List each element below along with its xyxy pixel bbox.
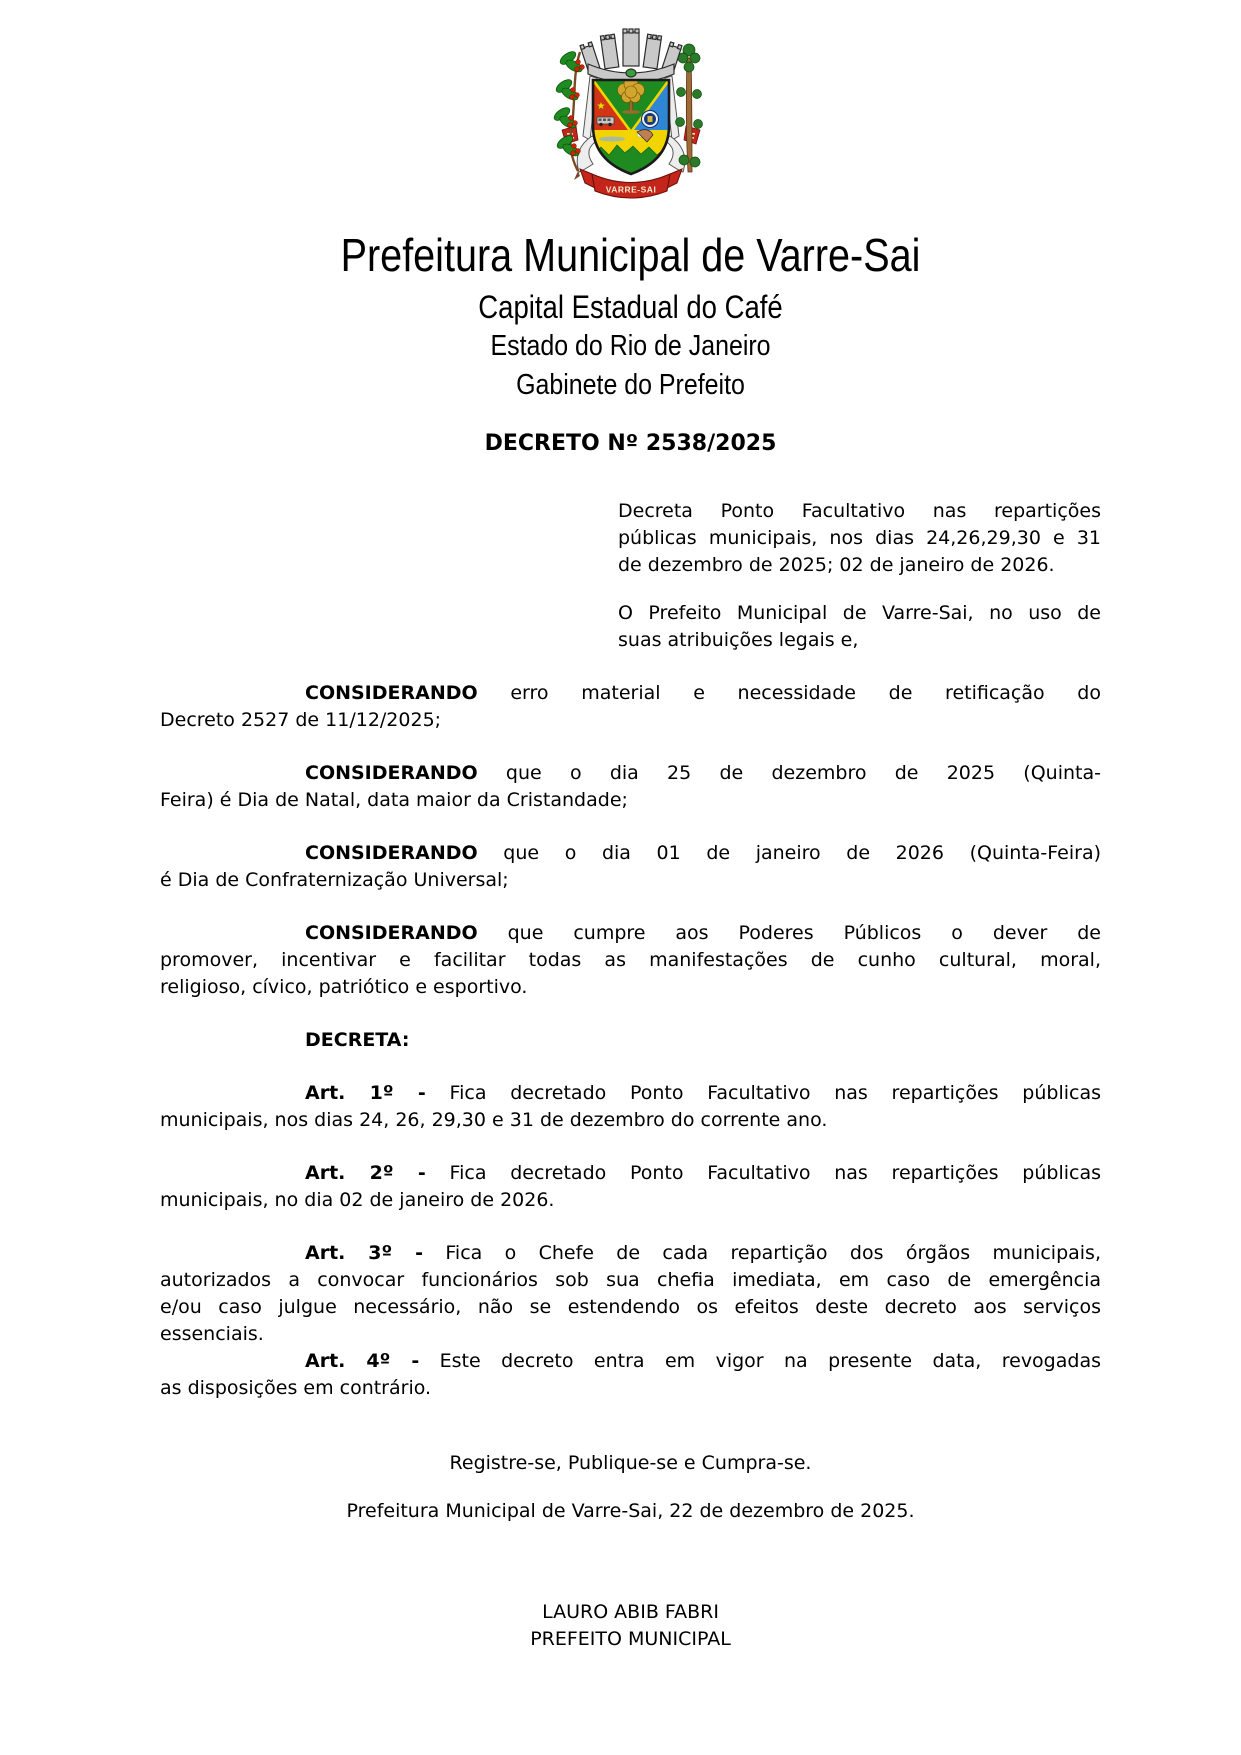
text-line: essenciais.	[160, 1323, 264, 1345]
considerando-paragraph	[160, 760, 1101, 814]
considerando-text: que o dia 01 de janeiro de 2026 (Quinta-Feira)	[503, 842, 1101, 864]
text-line: autorizados a convocar funcionários sob sua chefia imediata, em caso de emergência	[160, 1269, 1101, 1291]
article-number: Art. 2º -	[305, 1162, 426, 1184]
text-line: Decreta Ponto Facultativo nas repartições	[618, 500, 1101, 522]
text-line: religioso, cívico, patriótico e esportivo.	[160, 976, 528, 998]
closing-place-date-line: Prefeitura Municipal de Varre-Sai, 22 de dezembro de 2025.	[346, 1500, 915, 1522]
article-paragraph	[160, 1160, 1101, 1214]
text-line	[160, 1348, 1101, 1375]
text-line: municipais, nos dias 24, 26, 29,30 e 31 de dezembro do corrente ano.	[160, 1109, 828, 1131]
mural-crown-icon	[580, 29, 682, 83]
subtitle-state: Estado do Rio de Janeiro	[490, 330, 771, 363]
text-line: municipais, no dia 02 de janeiro de 2026.	[160, 1189, 555, 1211]
considerando-text: que o dia 25 de dezembro de 2025 (Quinta-	[505, 762, 1101, 784]
coat-of-arms-wrapper	[160, 0, 1101, 224]
text-line	[160, 840, 1101, 867]
decree-body	[160, 430, 1101, 1653]
considerando-paragraph	[160, 680, 1101, 734]
signatory-role: PREFEITO MUNICIPAL	[530, 1628, 731, 1650]
considerando-paragraph	[160, 920, 1101, 1001]
crest-banner-text: VARRE-SAI	[605, 184, 656, 195]
text-line: as disposições em contrário.	[160, 1377, 432, 1399]
signature-block	[160, 1599, 1101, 1653]
text-line: Feira) é Dia de Natal, data maior da Cristandade;	[160, 789, 628, 811]
article-number: Art. 1º -	[305, 1082, 426, 1104]
considerando-keyword: CONSIDERANDO	[305, 922, 478, 944]
text-line	[160, 1080, 1101, 1107]
closing-registre-line: Registre-se, Publique-se e Cumpra-se.	[449, 1452, 812, 1474]
text-line	[160, 1240, 1101, 1267]
text-line: de dezembro de 2025; 02 de janeiro de 2026.	[618, 554, 1055, 576]
article-number: Art. 4º -	[305, 1350, 420, 1372]
text-line: Decreto 2527 de 11/12/2025;	[160, 709, 442, 731]
text-line	[160, 920, 1101, 947]
article-paragraph	[160, 1240, 1101, 1348]
text-line	[160, 760, 1101, 787]
article-number: Art. 3º -	[305, 1242, 424, 1264]
text-line	[160, 1160, 1101, 1187]
text-line: suas atribuições legais e,	[618, 629, 859, 651]
considerando-text: erro material e necessidade de retificação do	[510, 682, 1101, 704]
signatory-name: LAURO ABIB FABRI	[542, 1601, 719, 1623]
decreta-keyword: DECRETA:	[305, 1029, 410, 1051]
considerando-keyword: CONSIDERANDO	[305, 762, 478, 784]
shield-icon	[593, 77, 669, 176]
text-line: públicas municipais, nos dias 24,26,29,30 e 31	[618, 527, 1101, 549]
article-paragraph	[160, 1080, 1101, 1134]
subtitle-capital: Capital Estadual do Café	[478, 288, 783, 325]
article-paragraph	[160, 1348, 1101, 1402]
ementa-paragraph	[618, 498, 1101, 579]
article-text: Este decreto entra em vigor na presente data, revogadas	[439, 1350, 1101, 1372]
considerando-keyword: CONSIDERANDO	[305, 842, 478, 864]
considerando-keyword: CONSIDERANDO	[305, 682, 478, 704]
decree-number-title: DECRETO Nº 2538/2025	[484, 431, 777, 456]
coat-of-arms-emblem	[540, 14, 722, 216]
text-line	[160, 1027, 1101, 1054]
text-line: e/ou caso julgue necessário, não se estendendo os efeitos deste decreto aos serviços	[160, 1296, 1101, 1318]
text-line	[160, 680, 1101, 707]
text-line: promover, incentivar e facilitar todas as manifestações de cunho cultural, moral,	[160, 949, 1101, 971]
municipality-title: Prefeitura Municipal de Varre-Sai	[340, 229, 921, 281]
article-text: Fica decretado Ponto Facultativo nas repartições públicas	[449, 1162, 1101, 1184]
article-text: Fica o Chefe de cada repartição dos órgãos municipais,	[445, 1242, 1101, 1264]
article-text: Fica decretado Ponto Facultativo nas repartições públicas	[449, 1082, 1101, 1104]
text-line: é Dia de Confraternização Universal;	[160, 869, 509, 891]
considerando-text: que cumpre aos Poderes Públicos o dever de	[507, 922, 1101, 944]
text-line: O Prefeito Municipal de Varre-Sai, no uso de	[618, 602, 1101, 624]
preamble-paragraph	[618, 600, 1101, 654]
considerando-paragraph	[160, 840, 1101, 894]
subtitle-office: Gabinete do Prefeito	[516, 368, 745, 401]
decree-ementa	[618, 498, 1101, 654]
document-header	[160, 0, 1101, 402]
decreta-heading	[160, 1027, 1101, 1054]
